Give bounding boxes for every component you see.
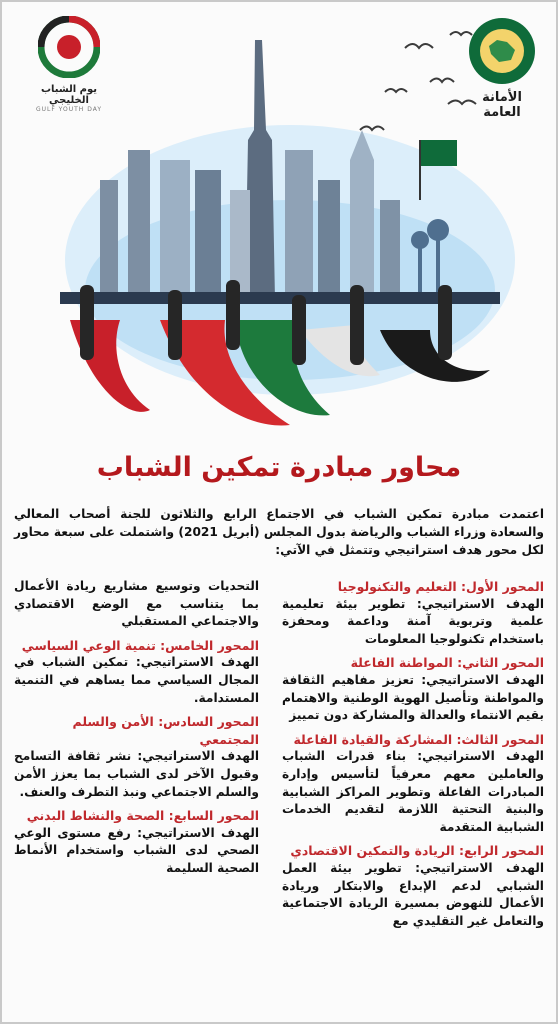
org-caption: الأمانة العامة [482, 90, 522, 120]
axis-title: المحور الثاني: المواطنة الفاعلة [350, 655, 544, 671]
axis-goal: الهدف الاستراتيجي: تطوير بيئة تعليمية علمية وتربوية آمنة وداعمة ومحفزة باستخدام تكنولوجيا المعلومات [282, 596, 544, 646]
axis-title: المحور الخامس: تنمية الوعي السياسي [21, 637, 259, 653]
axis-goal: الهدف الاستراتيجي: تطوير بيئة العمل الشبابي لدعم الإبداع والابتكار وريادة الأعمال للنهوض بمسيرة الريادة الاجتماعية والتعامل غير التقليدي مع [282, 860, 544, 928]
axis-goal: الهدف الاستراتيجي: نشر ثقافة التسامح وقبول الآخر لدى الشباب بما يعزز الأمن والسلم الاجتماعي ونبذ التطرف والعنف. [14, 749, 259, 799]
axis-title: المحور السابع: الصحة والنشاط البدني [26, 808, 259, 824]
axis-goal: الهدف الاستراتيجي: رفع مستوى الوعي الصحي لدى الشباب واستخدام الأنماط الصحية السليمة [14, 825, 259, 875]
axis-goal: الهدف الاستراتيجي: بناء قدرات الشباب والعاملين معهم معرفياً لتأسيس وإدارة المبادرات الفاعلة وتطوير المراكز الشبابية والبنية التحتية اللازمة لتقديم الخدمات الشبابية المتقدمة [282, 749, 544, 834]
axis-title: المحور السادس: الأمن والسلم المجتمعي [72, 714, 259, 747]
axis-goal-continuation: التحديات وتوسيع مشاريع ريادة الأعمال بما يتناسب مع الوضع الاقتصادي والاجتماعي المستقبلي [14, 579, 259, 629]
axis-title: المحور الثالث: المشاركة والقيادة الفاعلة [293, 731, 544, 747]
page-title: محاور مبادرة تمكين الشباب [96, 452, 462, 483]
youth-day-caption: يوم الشباب الخليجي [40, 84, 98, 106]
axis-title: المحور الرابع: الريادة والتمكين الاقتصادي [290, 843, 544, 859]
intro-paragraph: اعتمدت مبادرة تمكين الشباب في الاجتماع الرابع والثلاثون للجنة أصحاب المعالي والسعادة وزراء الشباب والرياضة بدول المجلس (أبريل 2021) واشتملت على سبعة محاور لكل محور هدف استراتيجي وتتمثل في الآتي: [14, 507, 544, 557]
youth-day-subcaption: GULF YOUTH DAY [35, 106, 103, 113]
axis-goal: الهدف الاستراتيجي: تمكين الشباب في المجال السياسي مما يساهم في التنمية المستدامة. [14, 655, 259, 705]
axis-title: المحور الأول: التعليم والتكنولوجيا [337, 579, 544, 594]
axis-goal: الهدف الاستراتيجي: تعزيز مفاهيم الثقافة والمواطنة وتأصيل الهوية الوطنية والاهتمام بقيم الانتماء والعدالة والمشاركة دون تمييز [282, 672, 544, 723]
